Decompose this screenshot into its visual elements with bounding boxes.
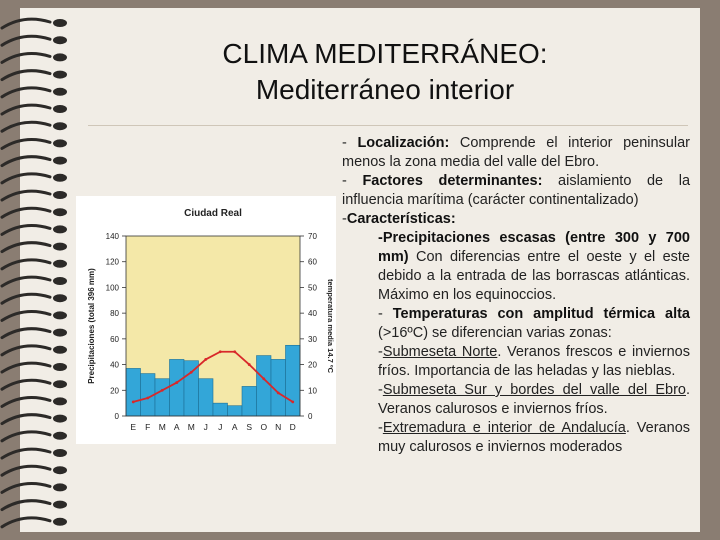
temperaturas-paragraph: - Temperaturas con amplitud térmica alta (>16ºC) se diferencian varias zonas:: [378, 306, 691, 341]
slide-title: [120, 36, 650, 108]
binding-ring: [2, 397, 50, 406]
y-left-tick-label: 100: [105, 283, 119, 293]
binding-ring: [2, 346, 50, 355]
binding-ring: [2, 294, 50, 303]
binding-hole: [53, 225, 67, 233]
binding-ring: [2, 363, 50, 372]
temperature-point: [262, 377, 265, 380]
binding-hole: [53, 483, 67, 491]
zone-extremadura-andalucia: -Extremadura e interior de Andalucía. Veranos muy calurosos e inviernos moderados: [378, 420, 691, 455]
month-label: M: [187, 422, 195, 432]
binding-hole: [53, 432, 67, 440]
binding-ring: [2, 415, 50, 424]
binding-hole: [53, 329, 67, 337]
binding-hole: [53, 518, 67, 526]
precipitation-bar: [228, 406, 243, 416]
precipitaciones-paragraph: -Precipitaciones escasas (entre 300 y 700 mm) Con diferencias entre el oeste y el este debido a la entrada de las borrascas atlánticas. Máximo en los equinoccios.: [378, 230, 690, 303]
binding-hole: [53, 260, 67, 268]
temperature-point: [146, 397, 149, 400]
binding-ring: [2, 122, 50, 131]
temperature-point: [291, 400, 294, 403]
binding-hole: [53, 19, 67, 27]
y-left-tick-label: 60: [110, 334, 119, 344]
y-right-tick-label: 30: [308, 334, 317, 344]
binding-hole: [53, 380, 67, 388]
binding-hole: [53, 208, 67, 216]
binding-ring: [2, 329, 50, 338]
precipitation-bar: [286, 345, 301, 416]
binding-ring: [2, 71, 50, 80]
binding-hole: [53, 466, 67, 474]
binding-ring: [2, 501, 50, 510]
precipitation-bar: [155, 379, 170, 416]
binding-ring: [2, 311, 50, 320]
y-left-tick-label: 120: [105, 257, 119, 267]
month-label: F: [145, 422, 151, 432]
y-left-tick-label: 80: [110, 309, 119, 319]
month-label: D: [289, 422, 296, 432]
y-left-tick-label: 40: [110, 360, 119, 370]
climate-chart: [76, 196, 336, 444]
binding-hole: [53, 346, 67, 354]
spiral-binding: [0, 0, 80, 540]
temperature-point: [233, 350, 236, 353]
month-label: S: [246, 422, 253, 432]
binding-hole: [53, 294, 67, 302]
chart-title: Ciudad Real: [184, 208, 242, 219]
month-label: A: [173, 422, 180, 432]
factores-paragraph: - Factores determinantes: aislamiento de la influencia marítima (carácter continentalizado): [342, 173, 691, 208]
binding-hole: [53, 122, 67, 130]
y-right-tick-label: 10: [308, 386, 317, 396]
binding-hole: [53, 243, 67, 251]
y-left-axis-label: Precipitaciones (total 396 mm): [87, 268, 96, 384]
precipitation-bar: [199, 379, 214, 416]
precipitation-bar: [184, 361, 199, 416]
y-right-tick-label: 70: [308, 232, 317, 241]
temperature-point: [132, 400, 135, 403]
localizacion-label: Localización:: [357, 135, 450, 151]
title-divider: [88, 125, 688, 126]
factores-label: Factores determinantes:: [362, 173, 543, 189]
binding-ring: [2, 157, 50, 166]
month-label: O: [260, 422, 268, 432]
binding-ring: [2, 191, 50, 200]
precipitation-bar: [126, 368, 141, 416]
caracteristicas-heading: -Características:: [342, 211, 456, 227]
month-label: M: [158, 422, 166, 432]
binding-ring: [2, 105, 50, 114]
temperature-point: [277, 391, 280, 394]
zone-submeseta-sur: -Submeseta Sur y bordes del valle del Ebro. Veranos calurosos e inviernos fríos.: [378, 382, 690, 417]
y-right-tick-label: 60: [308, 257, 317, 267]
binding-hole: [53, 311, 67, 319]
binding-hole: [53, 71, 67, 79]
y-right-tick-label: 50: [308, 283, 317, 293]
binding-hole: [53, 105, 67, 113]
precipitation-bar: [257, 356, 272, 416]
zone-submeseta-norte: -Submeseta Norte. Veranos frescos e inviernos fríos. Importancia de las heladas y las nieblas.: [378, 344, 690, 379]
y-right-axis-label: temperatura media 14.7 ºC: [326, 278, 335, 374]
binding-ring: [2, 380, 50, 389]
binding-ring: [2, 449, 50, 458]
binding-ring: [2, 139, 50, 148]
binding-hole: [53, 501, 67, 509]
month-label: N: [275, 422, 282, 432]
y-right-tick-label: 0: [308, 412, 313, 421]
binding-hole: [53, 139, 67, 147]
binding-hole: [53, 449, 67, 457]
binding-hole: [53, 88, 67, 96]
binding-hole: [53, 191, 67, 199]
temperature-point: [204, 358, 207, 361]
y-left-tick-label: 0: [114, 412, 119, 421]
binding-ring: [2, 243, 50, 252]
binding-ring: [2, 260, 50, 269]
precipitation-bar: [242, 386, 257, 416]
title-line-2: Mediterráneo interior: [255, 74, 515, 105]
binding-ring: [2, 466, 50, 475]
binding-hole: [53, 36, 67, 44]
month-label: J: [218, 422, 223, 432]
body-text: [342, 134, 690, 457]
binding-ring: [2, 277, 50, 286]
binding-hole: [53, 53, 67, 61]
binding-ring: [2, 174, 50, 183]
binding-hole: [53, 157, 67, 165]
binding-ring: [2, 208, 50, 217]
temperature-point: [190, 371, 193, 374]
title-line-1: CLIMA MEDITERRÁNEO:: [222, 38, 548, 69]
binding-ring: [2, 88, 50, 97]
binding-hole: [53, 415, 67, 423]
binding-ring: [2, 518, 50, 527]
binding-ring: [2, 53, 50, 62]
binding-hole: [53, 174, 67, 182]
binding-ring: [2, 19, 50, 28]
binding-hole: [53, 277, 67, 285]
binding-hole: [53, 363, 67, 371]
temperature-point: [175, 381, 178, 384]
precipitation-bar: [213, 403, 228, 416]
month-label: A: [231, 422, 238, 432]
month-label: E: [130, 422, 137, 432]
month-label: J: [203, 422, 208, 432]
binding-hole: [53, 397, 67, 405]
temperature-point: [219, 350, 222, 353]
binding-ring: [2, 225, 50, 234]
y-left-tick-label: 20: [110, 386, 119, 396]
temperature-point: [248, 363, 251, 366]
y-right-tick-label: 40: [308, 309, 317, 319]
y-right-tick-label: 20: [308, 360, 317, 370]
localizacion-paragraph: - Localización: Comprende el interior peninsular menos la zona media del valle del Ebro.: [342, 135, 690, 170]
temperature-point: [161, 389, 164, 392]
y-left-tick-label: 140: [105, 232, 119, 241]
binding-ring: [2, 36, 50, 45]
binding-ring: [2, 483, 50, 492]
precipitation-bar: [170, 359, 185, 416]
binding-ring: [2, 432, 50, 441]
